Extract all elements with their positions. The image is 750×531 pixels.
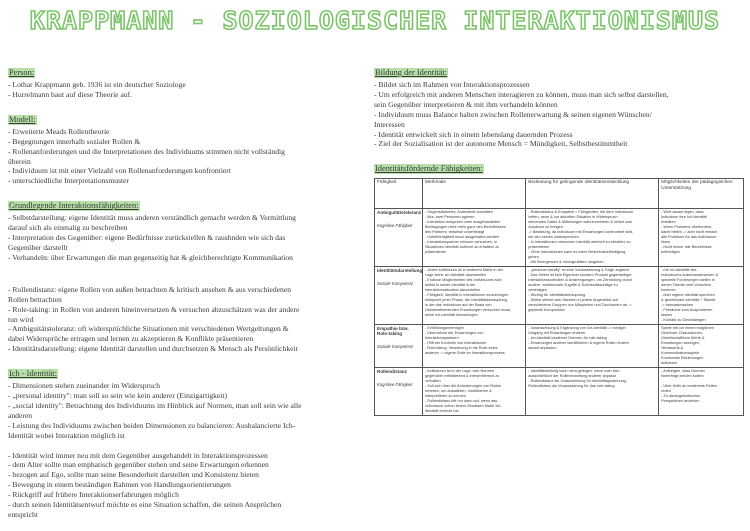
cell-line: Perspektiven anziehen <box>661 399 700 404</box>
cell-line: darauf anpassen <box>528 346 557 351</box>
cell-merkmale <box>422 368 525 416</box>
skill-type: Soziale Kompetenz <box>377 344 414 350</box>
cell-line: - Rollendistanz tritt nur dann auf, wenn das <box>424 399 498 404</box>
cell-line: spezielle Forderungen stellen in <box>661 278 715 283</box>
table-row <box>375 209 744 267</box>
cell-line: - Kontakt zu Gleichaltrigen <box>661 318 706 323</box>
text-line: - Role-taking: in Rollen von anderen hineinversetzen & versuchen abzuschätzen was der andere <box>8 304 300 314</box>
cell-line: - Über Kritik an bestimmte Rollen <box>661 384 717 389</box>
cell-line: - Zu ideologiekritischen <box>661 394 701 399</box>
cell-unterstuetzung <box>659 325 744 368</box>
skills-table <box>374 178 744 416</box>
section-modell <box>8 109 370 186</box>
cell-line: Gewinner, Diskussionen, <box>661 331 703 336</box>
text-line: dabei Widersprüche ertragen und lernen zu akzeptieren & Konflikte präsentieren <box>8 334 254 344</box>
cell-line: verteidigen <box>528 288 547 293</box>
cell-line: verhalten <box>424 379 441 384</box>
cell-line: - Interaktionspartner müssen versuchen, in <box>424 240 497 245</box>
cell-line: lösen <box>661 240 671 245</box>
skill-type: Soziale Kompetenz <box>377 281 414 287</box>
cell-line: - Wert darauf legen, dass <box>661 210 704 215</box>
section-lines <box>8 213 370 263</box>
cell-line: Lage seine Ich-Identität darzustellen <box>424 273 486 278</box>
text-line: - Rollendistanz: eigene Rollen von außen betrachten & kritisch ansehen & aus verschiedenen <box>8 284 291 294</box>
text-line: - Ziel der Sozialisation ist der autonome Mensch = Mündigkeit, Selbstbestimmtheit <box>374 139 628 149</box>
cell-unterstuetzung <box>659 267 744 325</box>
right-column <box>374 62 744 416</box>
section-faehigkeiten <box>8 195 370 354</box>
cell-line: - Rollendistanz als Voraussetzung für Identitätsgewinnung, <box>528 379 627 384</box>
table-row <box>375 267 744 325</box>
cell-line: helfen, neue & zur aktuellen Situation in Widerspruch <box>528 215 618 220</box>
cell-line: erheben, um auswählen, modifizieren & <box>424 389 492 394</box>
section-lines <box>8 80 370 100</box>
skill-cell <box>375 368 423 416</box>
text-line: Identität wobei Interaktion möglich ist <box>8 430 125 440</box>
cell-bedeutung <box>526 267 659 325</box>
section-lines <box>8 451 370 520</box>
cell-merkmale <box>422 325 525 368</box>
section-lines <box>374 80 744 149</box>
cell-line: präsentieren <box>424 250 447 255</box>
cell-line: - Übernahme der Erwartungen von <box>424 331 484 336</box>
cell-line: - Selbst stimmt sein Handeln in jedem Augenblick auf <box>528 298 618 303</box>
cell-line: reden <box>661 389 671 394</box>
text-line: - „personal identity": man soll so sein wie kein anderer (Einzigartigkeit) <box>8 391 228 401</box>
cell-line: Umgang mit Erwartungen anderer <box>528 331 586 336</box>
text-line: - Bewegung in einem beständigen Rahmen von Handlungsorientierungen <box>8 480 231 490</box>
text-line: - Selbstdarstellung: eigene Identität muss anderen verständlich gemacht werden & Vermittlung <box>8 213 296 223</box>
text-line: anderen <box>8 410 33 420</box>
cell-line: stehenden Daten & Mitteilungen wahrzunehmen & selbst zum <box>528 220 633 225</box>
cell-line: - Rollendistanz & Empathie = Fähigkeiten, die dem Individuum <box>528 210 634 215</box>
cell-line: entfalten <box>661 220 676 225</box>
text-line: überein <box>8 156 31 166</box>
cell-line: - Wenn Probleme überfordern, <box>661 225 713 230</box>
text-line: - Rollenanforderungen und die Interpretationen des Individuums stimmen nicht vollständig <box>8 146 285 156</box>
cell-line: Situationen Identität aufrecht zu erhalten/ zu <box>424 245 500 250</box>
text-line: - Um erfolgreich mit anderen Menschen interagieren zu können, muss man sich selbst darstellen, <box>374 89 669 99</box>
cell-line: ausschließlich der Rollenerwartung anderer anpasst <box>528 374 616 379</box>
cell-merkmale <box>422 209 525 267</box>
text-line: - Identität entwickelt sich in einem lebenslang dauernden Prozess <box>374 129 573 139</box>
cell-line: Individuum schon einem Gewissen Maße Ich- <box>424 404 502 409</box>
cell-line: geben <box>528 255 539 260</box>
text-line: - Identitätsdarstellung: eigene Identität darstellen und durchsetzen & Mensch als Persönlichkeit <box>8 344 298 354</box>
cell-line: - Das Selbst ist kein Eigentum sondern Produkt gegenseitiger <box>528 273 632 278</box>
cell-line: - Ohne Interaktionen kann es keine Bedürfnisbefriedigung <box>528 250 626 255</box>
cell-line: - Unbefriedigtheit muss ausgehalten werden <box>424 235 500 240</box>
cell-line: dabei helfen -> aber nicht einfach <box>661 230 718 235</box>
cell-line: befriedigen <box>661 250 680 255</box>
cell-line: & gemeinsam Identität + Talente <box>661 298 716 303</box>
section-heading: Ich - Identität: <box>9 369 57 379</box>
skill-name: Ambiguitätstoleranz <box>377 210 422 216</box>
section-ich-identitaet <box>8 363 370 520</box>
text-line: - Rückgriff auf frühere Interaktionserfahrungen möglich <box>8 490 179 500</box>
section-bildung <box>374 62 744 149</box>
cell-line: Erwartungen anzeigen, <box>661 341 701 346</box>
cell-line: - Einfühlungsvermögen <box>424 326 465 331</box>
text-line: - „social identity": Betrachtung des Individuums im Hinblick auf Normen, man soll sein wie alle <box>8 400 302 410</box>
section-heading: Person: <box>9 68 35 77</box>
skill-type: Kognitive Fähigkeit <box>377 223 413 229</box>
text-line: - Individuum ist mit einer Vielzahl von Rollenanforderungen konfrontiert <box>8 166 231 176</box>
cell-line: - Voraussetzung & Ergänzung von Ich-Identität -> richtiger <box>528 326 626 331</box>
section-heading: Bildung der Identität: <box>375 68 448 77</box>
cell-merkmale <box>422 267 525 325</box>
cell-line: kommen <box>661 288 676 293</box>
cell-line: - Erwartungen anderer identifizieren & eigene Rollen finden/ <box>528 341 629 346</box>
cell-line: - Aufzeigen, dass Normen <box>661 369 705 374</box>
cell-line: - Mrs. zwei Personen agieren <box>424 215 475 220</box>
text-line: Interessen <box>374 119 405 129</box>
cell-line: - Nicht immer alle Bedürfnisse <box>661 245 712 250</box>
section-lines <box>8 127 370 186</box>
cell-line: anderen -> eigene Rolle im Interaktionsprozess <box>424 351 505 356</box>
cell-line: - Soll sich über die Anforderungen von Rollen <box>424 384 502 389</box>
cell-line: - Interaktion entspricht unter ausgehandelten <box>424 220 501 225</box>
cell-line: - Ich-Identität bestimmt Grenzen für role-taking <box>528 336 607 341</box>
section-lines <box>8 285 370 354</box>
cell-line: seine Ich-Identität einzubringen <box>424 313 478 318</box>
cell-line: Interaktionskontrollen & Anstrengungen, um Zerstörung durch <box>528 278 632 283</box>
text-line: - Bildet sich im Rahmen von Interaktionsprozessen <box>374 80 530 89</box>
skill-name: Rollendistanz <box>377 369 407 375</box>
cell-line: - über eigene Identität sprechen <box>661 293 715 298</box>
text-line: - bezogen auf Ego, sollte man seine Besonderheit darstellen und Konsistenz bieten <box>8 470 259 480</box>
section-lines <box>8 381 370 440</box>
cell-line: Ausdruck zu bringen <box>528 225 563 230</box>
cell-line: des Partners: teilweise unbefriedigt <box>424 230 485 235</box>
cell-line: - Mit Divergenzen & Inkongruitäten umgehen <box>528 260 604 265</box>
cell-line: Vertrauens-& <box>661 346 684 351</box>
cell-line: hinterfragt werden sollten <box>661 374 704 379</box>
cell-line: - In Interaktionen versuchen Identität aufrecht zu erhalten/ zu <box>528 240 631 245</box>
spacer <box>8 441 370 451</box>
cell-line: - Wichtig für Identitätsbehauptung <box>528 293 586 298</box>
cell-line: - Individuum ist in der Lage, sich Normen <box>424 369 494 374</box>
text-line: - Leistung des Individuums zwischen beiden Dimensionen zu balancieren: Ausbalancierte Ich- <box>8 420 296 430</box>
text-line: - durch seinen Identitätsentwurf möchte es eine Situation schaffen, die seinen Ansprüchen <box>8 500 282 510</box>
cell-line: geplante Komposition <box>528 308 565 313</box>
cell-line: lassen <box>661 313 673 318</box>
text-line: - Identität wird immer neu mit dem Gegenüber ausgehandelt in Interaktionsprozessen <box>8 450 268 460</box>
cell-bedeutung <box>526 325 659 368</box>
cell-line: andere, insbitiovirale Zugriffe & Schicksalsschläge zu <box>528 283 618 288</box>
cell-line: -> bewusstmachen <box>661 303 694 308</box>
cell-line: aufbauen <box>661 361 677 366</box>
text-line: Gegenüber darstellt <box>8 242 68 252</box>
text-line: entspricht <box>8 510 38 519</box>
cell-line: denen Talente zum Vorschein <box>661 283 711 288</box>
cell-line: - „personal identity" ist eine Voraussetzung & Folge zugleich <box>528 268 630 273</box>
cell-line: die den seinen widersprechen <box>528 235 579 240</box>
skill-cell <box>375 325 423 368</box>
cell-line: Identität erreicht hat <box>424 409 459 414</box>
cell-line: Rollendistanz als Voraussetzung für das role-taking <box>528 384 615 389</box>
cell-line: Individuen ihre Ich-Identität <box>661 215 707 220</box>
text-line: - unterschiedliche Interpretationsmuster <box>8 176 130 186</box>
column-header: Möglichkeiten der pädagogischen Unterstützung <box>659 179 744 209</box>
skill-name: Identitätsdarstellung <box>377 268 423 274</box>
cell-line: - mit Ich-Identität des <box>661 268 697 273</box>
column-header: Merkmale <box>422 179 525 209</box>
column-header: Fähigkeit <box>375 179 423 209</box>
skill-name: Empathie bzw. Role-taking <box>377 326 409 337</box>
section-person <box>8 62 370 100</box>
text-line: - Begegnungen innerhalb sozialer Rollen & <box>8 136 141 146</box>
cell-line: präsentieren <box>528 245 550 250</box>
page-title: KRAPPMANN - SOZIOLOGISCHER INTERAKTIONISMUS <box>29 6 721 35</box>
section-heading: Grundlegende Interaktionsfähigkeiten: <box>9 201 139 211</box>
skill-cell <box>375 209 423 267</box>
cell-bedeutung <box>526 368 659 416</box>
left-column <box>8 62 370 529</box>
cell-line: - Identitätsbildung kann nicht gelingen, wenn man sich <box>528 369 620 374</box>
section-heading: Modell: <box>9 114 36 124</box>
cell-line: Kommunikationsspiele <box>661 351 700 356</box>
cell-line: selbst in seiner Identität in der <box>424 283 476 288</box>
skill-type: Kognitive Fähigkeit <box>377 382 413 388</box>
text-line: - Dimensionen stehen zueinander im Widerspruch <box>8 381 161 391</box>
cell-line: Gesellschaftliche Werte & <box>661 336 705 341</box>
cell-line: Interaktionspartnern <box>424 336 459 341</box>
table-row <box>375 325 744 368</box>
cell-line: -> Belastung, da Individuum mit Erwartungen konfrontiert wird, <box>528 230 634 235</box>
text-line: sein Gegenüber interpretieren & mit ihm verhandeln können <box>374 99 558 109</box>
cell-line: Emotionale Beziehungen <box>661 356 704 361</box>
cell-line: - Endlose Möglichkeiten des Individuums sich <box>424 278 502 283</box>
text-line: Rollen betrachten <box>8 294 62 304</box>
column-header: Bedeutung für gelingende Identitätsentwicklung <box>526 179 659 209</box>
cell-line: gegenüber reflektierend & interpretierend zu <box>424 374 500 379</box>
cell-line: Individuums auseinandersetzen & <box>661 273 719 278</box>
cell-line: - Freiräume zum Ausprobieren <box>661 308 713 313</box>
text-line: - Ambiguitätstoleranz: oft widersprüchliche Situationen mit verschiedenen Wertgeltungen & <box>8 324 289 334</box>
cell-line: verschiedene Gruppen von Mitspielern und Zuschauern ab -> <box>528 303 632 308</box>
text-line: tun wird <box>8 314 34 324</box>
cell-line: - Hilft bei Kontrolle von Interaktionen <box>424 341 487 346</box>
table-row <box>375 368 744 416</box>
cell-line: alle Probleme für das Individuum <box>661 235 717 240</box>
text-line: - Verhandeln: über Erwartungen die man gegenseitig hat & gleichberechtigte Kommunikation <box>8 252 293 262</box>
skill-cell <box>375 267 423 325</box>
cell-unterstuetzung <box>659 209 744 267</box>
cell-line: interpretieren zu können <box>424 394 466 399</box>
text-line: - dem Alter sollte man emphatisch gegenüber stehen und seine Erwartungen erkennen <box>8 460 269 470</box>
cell-line: Bedingungen nicht mehr ganz den Bedürfnissen <box>424 225 507 230</box>
cell-line: - Gegensätzliches, Andersheit aushalten <box>424 210 493 215</box>
cell-line: entspricht jener Phase, der Identitätsbehauptung, <box>424 298 508 303</box>
cell-bedeutung <box>526 209 659 267</box>
cell-line: - Jedes Individuum ist in anderem Maße in der <box>424 268 504 273</box>
cell-line: - Fähigkeit, Identität in Interaktionen einzubringen <box>424 293 509 298</box>
table-header-row <box>375 179 744 209</box>
text-line: - Individuum muss Balance halten zwischen Rollenerwartung & seinen eigenen Wünschen/ <box>374 109 652 119</box>
text-line: - Hurrelmann baut auf diese Theorie auf. <box>8 89 133 99</box>
cell-line: - Role-taking: Versetzung in die Rolle eines <box>424 346 498 351</box>
spacer <box>8 263 370 285</box>
cell-line: Übereinstimmenden Erwartungen versuchen muss, <box>424 308 512 313</box>
text-line: - Lothar Krappmann geb. 1936 ist ein deutscher Soziologe <box>8 80 186 89</box>
text-line: darauf sich als einmalig zu beschreiben <box>8 223 128 233</box>
cell-unterstuetzung <box>659 368 744 416</box>
cell-line: in der das Individuum auf der Basis von <box>424 303 492 308</box>
text-line: - Erweiterte Meads Rollentheorie <box>8 126 110 136</box>
table-heading: Identitätsfördernde Fähigkeiten: <box>375 164 483 174</box>
cell-line: Interaktionssituation darzustellen <box>424 288 481 293</box>
cell-line: Spiele mit vor einem möglichen <box>661 326 714 331</box>
text-line: - Interpretation des Gegenüber: eigene Bedürfnisse zurückstellen & raushnden wie sich das <box>8 233 286 243</box>
